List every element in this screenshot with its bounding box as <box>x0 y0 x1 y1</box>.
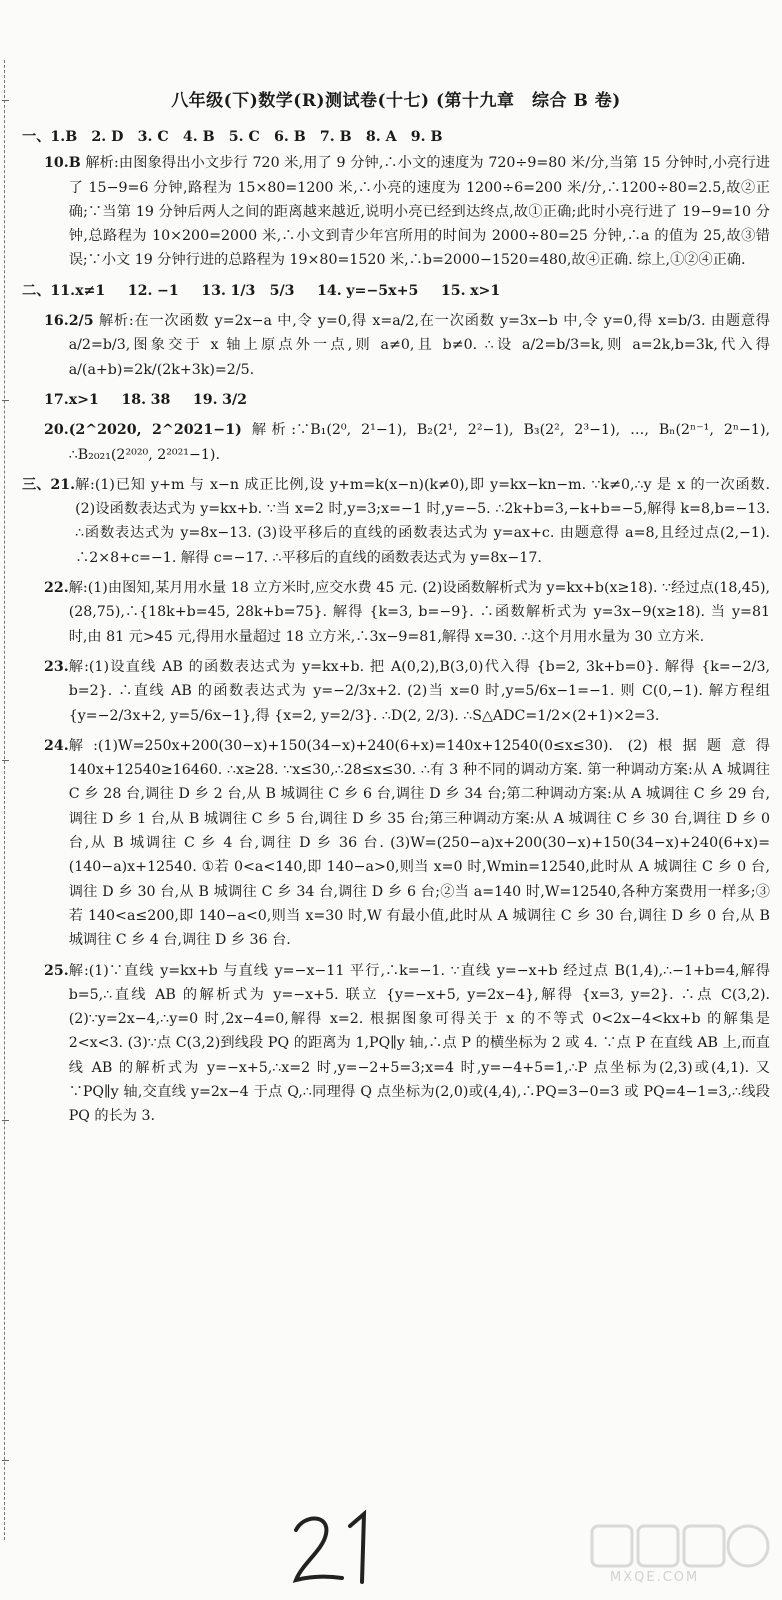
handwritten-page-number <box>290 1508 380 1588</box>
qnum-17: 17. <box>44 391 69 408</box>
questions-17-19 <box>22 388 770 412</box>
qnum-13: 13. <box>201 282 226 299</box>
section-1-choices: B 2. D 3. C 4. B 5. C 6. B 7. B 8. A 9. B <box>65 129 443 145</box>
question-number: 20. <box>44 422 69 439</box>
question-21 <box>22 473 770 570</box>
question-number: 24. <box>44 737 69 754</box>
answer-13: 1/3 5/3 <box>230 282 295 299</box>
question-explanation: 解析:由图象得出小文步行 720 米,用了 9 分钟,∴小文的速度为 720÷9=80 米/分,当第 15 分钟时,小亮行进了 15−9=6 分钟,路程为 15×80=1200 米,∴小亮的速度为 1200÷6=200 米/分,∴1200÷80=2.5,故②正确;∵当第 19 分钟后两人之间的距离越来越近,说明小亮已经到达终点,故①正确;此时小亮行进了 19−9=10 分钟,总路程为 10×200=2000 米,∴小文到青少年宫所用的时间为 2000÷80=25 分钟,∴a 的值为 25,故③错误;∵小文 19 分钟行进的总路程为 19×80=1520 米,∴b=2000−1520=480,故④正确. 综上,①②④正确. <box>68 155 770 269</box>
qnum-15: 15. <box>440 282 466 299</box>
question-solution: 解:(1)设直线 AB 的函数表达式为 y=kx+b. 把 A(0,2),B(3,0)代入得 {b=2, 3k+b=0}. 解得 {k=−2/3, b=2}. ∴直线 AB 的函数表达式为 y=−2/3x+2. (2)当 x=0 时,y=5/6x−1=−1. 则 C(0,−1). 解方程组 {y=−2/3x+2, y=5/6x−1},得 {x=2, y=2/3}. ∴D(2, 2/3). ∴S△ADC=1/2×(2+1)×2=3. <box>68 658 770 724</box>
answer-11: x≠1 <box>75 282 106 299</box>
question-explanation: 解析:∵B₁(2⁰, 2¹−1), B₂(2¹, 2²−1), B₃(2², 2³−1), …, Bₙ(2ⁿ⁻¹, 2ⁿ−1), ∴B₂₀₂₁(2²⁰²⁰, 2²⁰²¹−1). <box>68 422 770 463</box>
answer-18: 38 <box>150 391 171 408</box>
page-title: 八年级(下)数学(R)测试卷(十七) (第十九章 综合 B 卷) <box>171 91 621 111</box>
question-24 <box>22 734 770 953</box>
question-solution: 解:(1)W=250x+200(30−x)+150(34−x)+240(6+x)=140x+12540(0≤x≤30). (2)根据题意得 140x+12540≥16460. ∴x≥28. ∵x≤30,∴28≤x≤30. ∴有 3 种不同的调动方案. 第一种调动方案:从 A 城调往 C 乡 28 台,调往 D 乡 2 台,从 B 城调往 C 乡 6 台,调往 D 乡 34 台;第二种调动方案:从 A 城调往 C 乡 29 台,调往 D 乡 1 台,从 B 城调往 C 乡 5 台,调往 D 乡 35 台;第三种调动方案:从 A 城调往 C 乡 30 台,调往 D 乡 0 台,从 B 城调往 C 乡 4 台,调往 D 乡 36 台. (3)W=(250−a)x+200(30−x)+150(34−x)+240(6+x)=(140−a)x+12540. ①若 0<a<140,即 140−a>0,则当 x=0 时,Wmin=12540,此时从 A 城调往 C 乡 0 台,调往 D 乡 30 台,从 B 城调往 C 乡 34 台,调往 D 乡 6 台;②当 a=140 时,W=12540,各种方案费用一样多;③若 140<a≤200,即 140−a<0,则当 x=30 时,W 有最小值,此时从 A 城调往 C 乡 30 台,调往 D 乡 0 台,从 B 城调往 C 乡 4 台,调往 D 乡 36 台. <box>68 737 770 949</box>
qnum-19: 19. <box>192 391 218 408</box>
answer-15: x>1 <box>470 282 501 299</box>
question-answer: 2/5 <box>68 313 94 330</box>
question-16 <box>22 309 770 382</box>
question-25 <box>22 959 770 1129</box>
question-10 <box>22 151 770 272</box>
question-number: 16. <box>44 313 69 330</box>
binding-tick <box>2 400 9 401</box>
question-number: 23. <box>44 658 69 675</box>
qnum-14: 14. <box>317 282 342 299</box>
question-number: 三、21. <box>22 476 76 493</box>
section-2-answers <box>22 279 770 303</box>
question-explanation: 解析:在一次函数 y=2x−a 中,令 y=0,得 x=a/2,在一次函数 y=3x−b 中,令 y=0,得 x=b/3. 由题意得 a/2=b/3,图象交于 x 轴上原点外一点,则 a≠0,且 b≠0. ∴设 a/2=b/3=k,则 a=2k,b=3k,代入得 a/(a+b)=2k/(2k+3k)=2/5. <box>68 313 770 378</box>
question-number: 10. <box>44 155 69 172</box>
watermark-text: MXQE.COM <box>610 1570 700 1585</box>
question-23 <box>22 655 770 728</box>
answer-19: 3/2 <box>222 391 248 408</box>
answer-12: −1 <box>157 282 179 299</box>
question-number: 22. <box>44 580 69 597</box>
answer-14: y=−5x+5 <box>346 282 419 299</box>
binding-tick <box>2 1460 9 1461</box>
question-solution: 解:(1)已知 y+m 与 x−n 成正比例,设 y+m=k(x−n)(k≠0),即 y=kx−kn−m. ∵k≠0,∴y 是 x 的一次函数. (2)设函数表达式为 y=kx+b. ∵当 x=2 时,y=3;x=−1 时,y=−5. ∴2k+b=3,−k+b=−5,解得 k=8,b=−13. ∴函数表达式为 y=8x−13. (3)设平移后的直线的函数表达式为 y=ax+c. 由题意得 a=8,且经过点(2,−1). ∴2×8+c=−1. 解得 c=−17. ∴平移后的直线的函数表达式为 y=8x−17. <box>75 476 770 566</box>
section-1-label: 一、1. <box>22 129 66 145</box>
binding-tick <box>2 100 9 101</box>
binding-tick <box>2 760 9 761</box>
question-answer: (2^2020, 2^2021−1) <box>68 422 242 439</box>
question-solution: 解:(1)∵直线 y=kx+b 与直线 y=−x−11 平行,∴k=−1. ∵直线 y=−x+b 经过点 B(1,4),∴−1+b=4,解得 b=5,∴直线 AB 的解析式为 y=−x+5. 联立 {y=−x+5, y=2x−4},解得 {x=3, y=2}. ∴点 C(3,2). (2)∵y=2x−4,∴y=0 时,2x−4=0,解得 x=2. 根据图象可得关于 x 的不等式 0<2x−4<kx+b 的解集是 2<x<3. (3)∵点 C(3,2)到线段 PQ 的距离为 1,PQ∥y 轴,∴点 P 的横坐标为 2 或 4. ∵点 P 在直线 AB 上,而直线 AB 的解析式为 y=−x+5,∴x=2 时,y=−2+5=3;x=4 时,y=−4+5=1,∴P 点坐标为(2,3)或(4,1). 又∵PQ∥y 轴,交直线 y=2x−4 于点 Q,∴同理得 Q 点坐标为(2,0)或(4,4),∴PQ=3−0=3 或 PQ=4−1=3,∴线段 PQ 的长为 3. <box>68 962 770 1125</box>
question-20 <box>22 418 770 467</box>
binding-tick <box>2 1120 9 1121</box>
question-solution: 解:(1)由图知,某月用水量 18 立方米时,应交水费 45 元. (2)设函数解析式为 y=kx+b(x≥18). ∵经过点(18,45),(28,75),∴{18k+b=45, 28k+b=75}. 解得 {k=3, b=−9}. ∴函数解析式为 y=3x−9(x≥18). 当 y=81 时,由 81 元>45 元,得用水量超过 18 立方米,∴3x−9=81,解得 x=30. ∴这个月用水量为 30 立方米. <box>68 580 770 645</box>
qnum-12: 12. <box>127 282 153 299</box>
binding-margin-line <box>4 60 8 1540</box>
question-22 <box>22 576 770 649</box>
section-1-answers <box>22 125 770 149</box>
question-answer: B <box>68 155 81 172</box>
qnum-18: 18. <box>121 391 147 408</box>
answer-17: x>1 <box>68 391 99 408</box>
answer-page <box>22 86 770 1135</box>
section-2-label: 二、11. <box>22 282 76 299</box>
question-number: 25. <box>44 962 69 979</box>
